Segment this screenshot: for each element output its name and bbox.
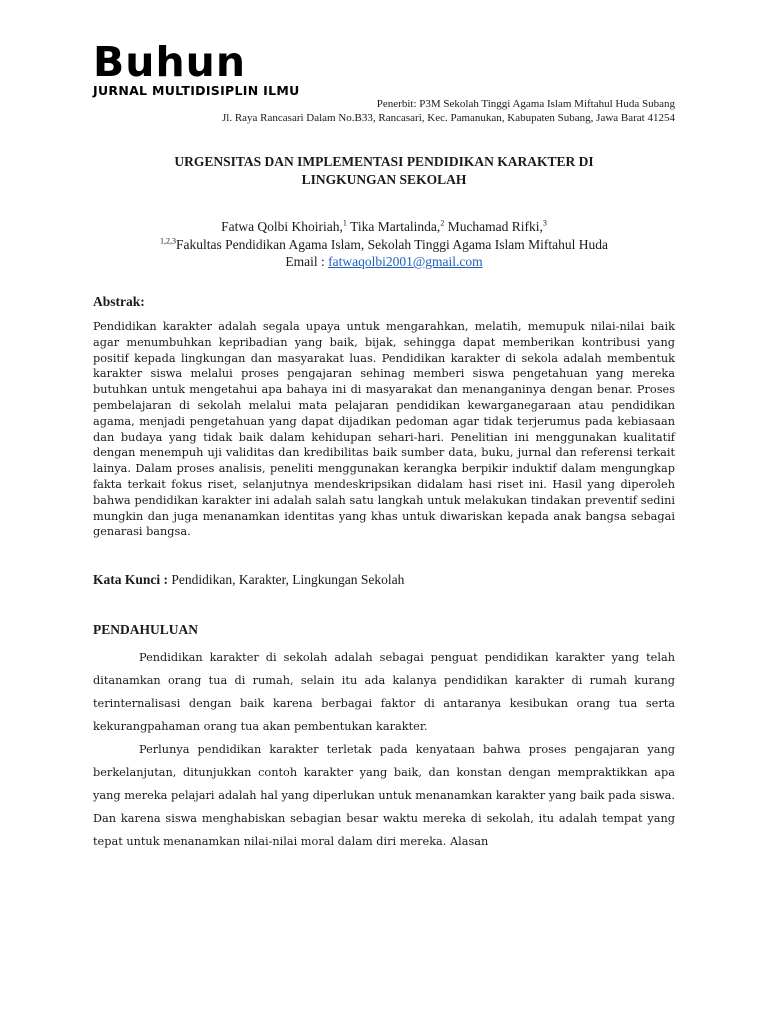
keywords-line <box>93 572 404 588</box>
author-sup: 2 <box>440 218 445 228</box>
keywords-text: Pendidikan, Karakter, Lingkungan Sekolah <box>168 572 405 587</box>
title-line-1: URGENSITAS DAN IMPLEMENTASI PENDIDIKAN KARAKTER DI <box>174 154 594 169</box>
journal-name: Buhun <box>93 38 247 86</box>
journal-subtitle: JURNAL MULTIDISIPLIN ILMU <box>93 83 300 98</box>
email-link[interactable]: fatwaqolbi2001@gmail.com <box>328 254 483 269</box>
author-sup: 1 <box>342 218 347 228</box>
author-name: Fatwa Qolbi Khoiriah, <box>221 219 343 234</box>
intro-paragraph-2: Perlunya pendidikan karakter terletak pada kenyataan bahwa proses pengajaran yang berkelanjutan, ditunjukkan contoh karakter yang baik, dan konstan dengan mempraktikkan apa yang mereka pelajari adalah hal yang diperlukan untuk menanamkan karakter yang baik pada siswa. Dan karena siswa menghabiskan sebagian besar waktu mereka di sekolah, itu adalah tempat yang tepat untuk menanamkan nilai-nilai moral dalam diri mereka. Alasan <box>93 743 675 848</box>
email-line <box>93 253 675 271</box>
affiliation-text: Fakultas Pendidikan Agama Islam, Sekolah Tinggi Agama Islam Miftahul Huda <box>176 237 608 252</box>
keywords-label: Kata Kunci : <box>93 572 169 587</box>
paper-title <box>93 153 675 189</box>
abstract-heading: Abstrak: <box>93 294 145 309</box>
author-sup: 3 <box>542 218 547 228</box>
publisher-line: Penerbit: P3M Sekolah Tinggi Agama Islam Miftahul Huda Subang <box>376 98 675 110</box>
introduction-body <box>93 646 675 853</box>
author-name: Muchamad Rifki, <box>447 219 543 234</box>
section-heading-introduction: PENDAHULUAN <box>93 622 199 637</box>
affiliation <box>93 236 675 254</box>
abstract-text: Pendidikan karakter adalah segala upaya untuk mengarahkan, melatih, memupuk nilai-nilai baik agar menumbuhkan kepribadian yang baik, bijak, sehingga dapat memberikan kontribusi yang positif kepada lingkungan dan masyarakat luas. Pendidikan karakter di sekola adalah membentuk karakter siswa melalui proses pengajaran sehinag memberi siswa pengetahuan yang mereka butuhkan untuk mengetahui apa bahaya ini di masyarakat dan menanganinya dengan benar. Proses pembelajaran di sekolah melalui mata pelajaran pendidikan kewarganegaraan atau pendidikan agama, menjadi pengetahuan yang dapat dijadikan pedoman agar tidak terjerumus pada kebiasaan dan budaya yang tidak baik dalam kehidupan sehari-hari. Penelitian ini menggunakan kualitatif dengan menempuh uji validitas dan kredibilitas baik sumber data, buku, jurnal dan referensi terkait lainya. Dalam proses analisis, peneliti menggunakan kerangka berpikir induktif dalam mengungkap fakta terkait fokus riset, selanjutnya mendeskripsikan didalam hasi riset ini. Hasil yang diperoleh bahwa pendidikan karakter ini adalah salah satu langkah untuk melakukan tindakan preventif sedini mungkin dan juga menanamkan identitas yang khas untuk diwariskan kepada anak bangsa sebagai genarasi bangsa. <box>93 320 675 539</box>
address-line: Jl. Raya Rancasari Dalam No.B33, Rancasari, Kec. Pamanukan, Kabupaten Subang, Jawa Barat 41254 <box>221 112 675 124</box>
intro-paragraph-1: Pendidikan karakter di sekolah adalah sebagai penguat pendidikan karakter yang telah ditanamkan orang tua di rumah, selain itu ada kalanya pendidikan karakter di rumah kurang terinternalisasi dengan baik karena berbagai faktor di antaranya kesibukan orang tua serta kekurangpahaman orang tua akan pembentukan karakter. <box>93 651 675 733</box>
author-list <box>93 218 675 236</box>
title-line-2: LINGKUNGAN SEKOLAH <box>301 172 467 187</box>
email-label: Email : <box>285 254 329 269</box>
author-name: Tika Martalinda, <box>350 219 441 234</box>
affiliation-sup: 1,2,3 <box>160 236 177 246</box>
